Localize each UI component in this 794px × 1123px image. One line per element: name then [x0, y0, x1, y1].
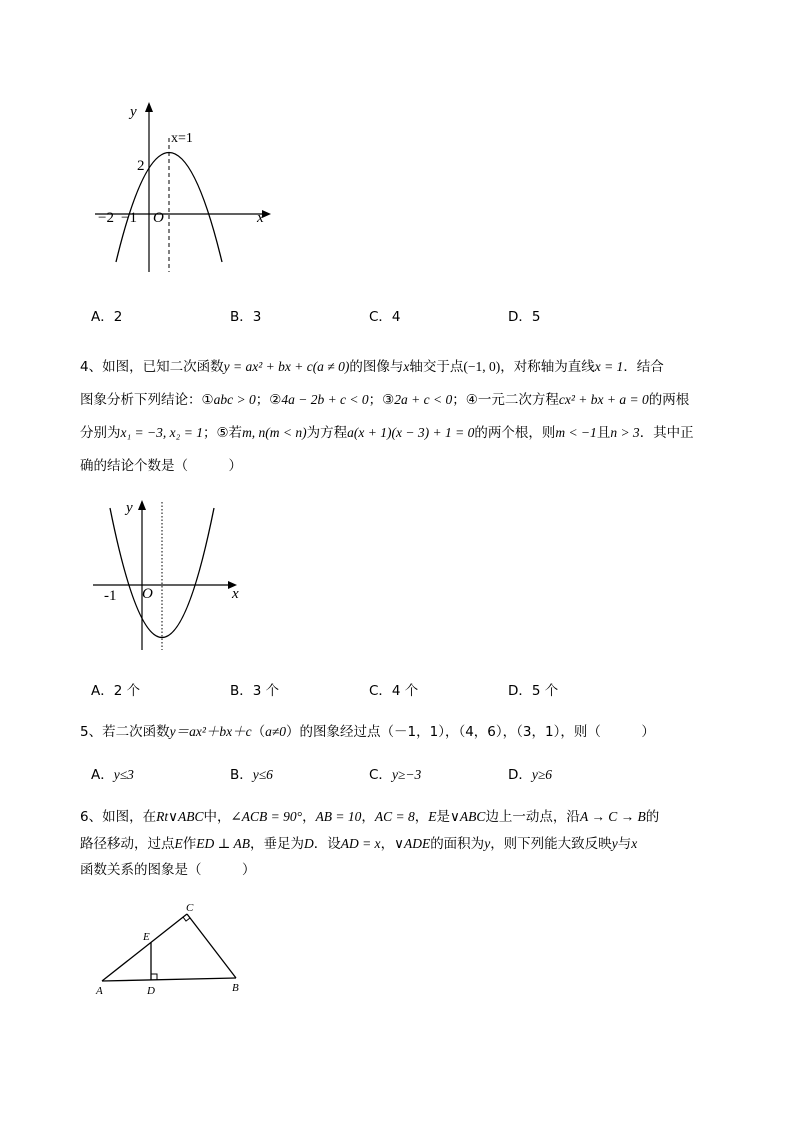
q4-l3-text-f: ．其中正 — [639, 425, 694, 441]
q4-line-3 — [80, 421, 694, 441]
q4-l1-math-function: y = ax² + bx + c(a ≠ 0) — [223, 359, 350, 374]
q4-l2-math-2: 4a − 2b + c < 0 — [281, 392, 369, 407]
q4-l2-math-1: abc > 0 — [213, 392, 256, 407]
q4-l1-text-c: 轴交于点 — [409, 359, 464, 375]
q4-option-a[interactable]: A．2 个 — [91, 683, 141, 699]
tick-minus-1: −1 — [121, 210, 137, 226]
q4-l1-text-e: ．结合 — [623, 359, 664, 375]
vertex-label-B: B — [232, 982, 239, 994]
q4-l3-text-c: 为方程 — [306, 425, 348, 441]
origin-label: O — [142, 586, 153, 602]
y-axis-label: y — [130, 104, 137, 120]
symmetry-axis-label: x=1 — [171, 131, 193, 146]
q6-l1-text-b: 中， — [203, 809, 231, 825]
q6-line-2 — [80, 832, 637, 852]
q6-triangle-figure — [90, 898, 255, 998]
previous-question-parabola-figure — [90, 98, 280, 280]
side-AB — [102, 978, 236, 981]
q3-option-b[interactable]: B．3 — [230, 309, 262, 325]
q6-l2-text-e: ， — [380, 836, 395, 852]
q5-option-a[interactable] — [91, 763, 134, 783]
q6-l2-text-d: ．设 — [313, 836, 341, 852]
q4-l3-text-b: ；⑤若 — [202, 425, 243, 441]
q6-l2-text-b: 作 — [182, 836, 197, 852]
q4-l1-text-a: 4、如图，已知二次函数 — [80, 359, 224, 375]
q4-l2-math-4: cx² + bx + a = 0 — [558, 392, 649, 407]
q6-l1-math-7: A → C → B — [579, 809, 646, 824]
q5-text-c: ）的图象经过点（－1，1），（4，6），（3，1），则（ ） — [286, 724, 655, 740]
q5-option-d[interactable] — [508, 763, 552, 783]
side-CB — [187, 914, 236, 978]
side-AC — [102, 914, 187, 981]
q4-l3-text-e: 且 — [596, 425, 611, 441]
q6-l1-text-g: 边上一动点，沿 — [485, 809, 580, 825]
q4-l2-text-c: ；③ — [368, 392, 395, 408]
tick-minus-2: −2 — [98, 210, 114, 226]
q5-option-b-prefix: B． — [230, 767, 253, 783]
q4-l1-text-b: 的图像与 — [349, 359, 404, 375]
q6-l2-math-3: D — [303, 836, 314, 851]
q4-l2-text-d: ；④一元二次方程 — [452, 392, 559, 408]
q4-l2-text-e: 的两根 — [648, 392, 690, 408]
q3-option-d[interactable]: D．5 — [508, 309, 541, 325]
q6-l1-math-4: AC = 8 — [374, 809, 415, 824]
q5-option-b-math: y≤6 — [252, 767, 273, 782]
q4-l1-math-axis: x = 1 — [594, 359, 624, 374]
q3-option-c[interactable]: C．4 — [369, 309, 401, 325]
q5-option-d-prefix: D． — [508, 767, 532, 783]
q4-l2-text-a: 图象分析下列结论：① — [80, 392, 214, 408]
q6-l1-text-d: ， — [361, 809, 375, 825]
q6-l1-math-6: ∨ABC — [450, 809, 486, 824]
q4-l2-text-b: ；② — [255, 392, 282, 408]
q6-l1-math-3: AB = 10 — [315, 809, 362, 824]
q5-option-c-math: y≥−3 — [391, 767, 422, 782]
point-label-D: D — [147, 985, 155, 997]
q5-math-function: y＝ax²＋bx＋c — [169, 724, 252, 739]
q6-l2-math-7: y — [611, 836, 618, 851]
x-axis-label: x — [257, 210, 264, 226]
q3-option-a[interactable]: A．2 — [91, 309, 123, 325]
vertex-label-A: A — [96, 985, 103, 997]
origin-label: O — [153, 210, 164, 226]
q6-l1-math-5: E — [428, 809, 437, 824]
q6-l1-text-f: 是 — [436, 809, 451, 825]
q6-l2-math-6: y — [484, 836, 491, 851]
q6-l2-math-1: E — [174, 836, 183, 851]
q6-l2-text-c: ，垂足为 — [249, 836, 304, 852]
q5-option-c[interactable] — [369, 763, 421, 783]
q6-l2-math-8: x — [631, 836, 638, 851]
q4-line-2 — [80, 388, 689, 408]
q4-l3-text-d: 的两个根，则 — [474, 425, 556, 441]
q6-l2-math-5: ∨ADE — [394, 836, 431, 851]
q6-line-1 — [80, 805, 659, 825]
q6-l1-math-2: ∠ACB = 90° — [230, 809, 303, 824]
q6-l2-text-f: 的面积为 — [430, 836, 485, 852]
q6-l2-text-a: 路径移动，过点 — [80, 836, 175, 852]
q4-l3-math-3: a(x + 1)(x − 3) + 1 = 0 — [347, 425, 475, 440]
q6-l1-text-e: ， — [414, 809, 429, 825]
q4-l1-math-point: (−1, 0) — [463, 359, 501, 374]
q5-text-b: （ — [251, 724, 266, 740]
q4-l3-math-5: n > 3 — [610, 425, 640, 440]
q6-l2-math-4: AD = x — [340, 836, 381, 851]
q6-line-3: 函数关系的图象是（ ） — [80, 862, 256, 878]
x-axis-label: x — [232, 586, 239, 602]
q4-l3-math-2: m, n(m < n) — [242, 425, 307, 440]
q5-math-condition: a≠0 — [265, 724, 287, 739]
q5-stem — [80, 720, 655, 740]
q4-l1-text-d: ，对称轴为直线 — [500, 359, 595, 375]
right-angle-mark-D — [151, 974, 157, 980]
q4-l2-math-3: 2a + c < 0 — [394, 392, 453, 407]
y-axis-arrow — [145, 102, 153, 112]
q5-option-d-math: y≥6 — [531, 767, 553, 782]
point-label-E: E — [143, 931, 150, 943]
q6-l1-math-1: Rt∨ABC — [156, 809, 204, 824]
q4-l3-text-a: 分别为 — [80, 425, 121, 441]
q5-option-a-prefix: A． — [91, 767, 114, 783]
q4-option-d[interactable]: D．5 个 — [508, 683, 559, 699]
q5-option-b[interactable] — [230, 763, 273, 783]
y-intercept-tick: 2 — [137, 158, 145, 174]
q5-option-a-math: y≤3 — [113, 767, 134, 782]
q4-l3-math-1: x₁ = −3, x₂ = 1 — [120, 425, 203, 440]
q5-option-c-prefix: C． — [369, 767, 392, 783]
q6-l1-text-a: 6、如图，在 — [80, 809, 157, 825]
q6-l2-text-g: ，则下列能大致反映 — [490, 836, 612, 852]
q4-l3-math-4: m < −1 — [555, 425, 597, 440]
tick-minus-1: -1 — [104, 588, 117, 604]
q4-line-4: 确的结论个数是（ ） — [80, 458, 242, 474]
q4-option-b[interactable]: B．3 个 — [230, 683, 280, 699]
y-axis-arrow — [138, 500, 146, 510]
y-axis-label: y — [126, 500, 133, 516]
q4-parabola-figure — [90, 492, 250, 654]
q4-l1-math-x: x — [403, 359, 410, 374]
vertex-label-C: C — [186, 902, 194, 914]
q5-text-a: 5、若二次函数 — [80, 724, 170, 740]
q4-option-c[interactable]: C．4 个 — [369, 683, 419, 699]
q6-l2-text-h: 与 — [617, 836, 632, 852]
q6-l2-math-2: ED ⊥ AB — [196, 836, 250, 851]
q6-l1-text-c: ， — [302, 809, 316, 825]
q6-l1-text-h: 的 — [645, 809, 660, 825]
q4-line-1 — [80, 355, 664, 375]
